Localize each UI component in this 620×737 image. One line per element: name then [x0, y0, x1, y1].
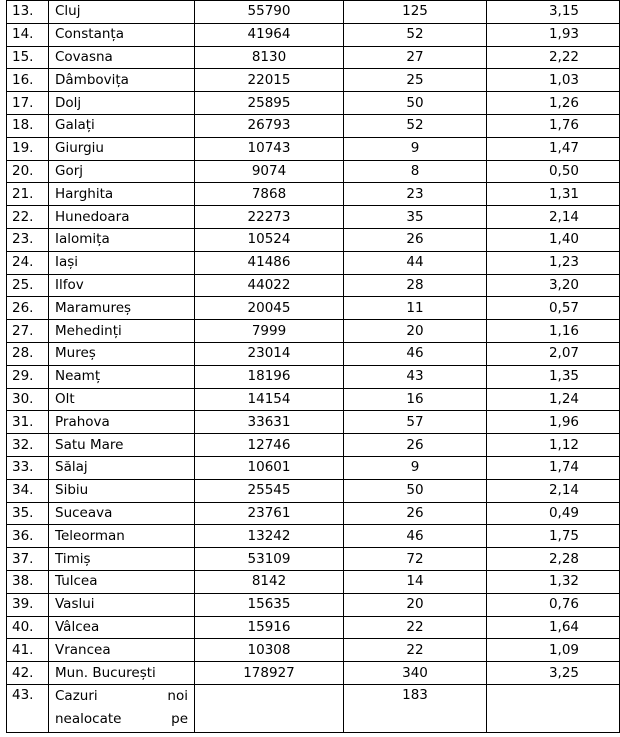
population-cell: 25545	[195, 479, 344, 502]
cases-cell: 125	[344, 1, 487, 24]
cases-cell: 52	[344, 114, 487, 137]
county-name: Covasna	[49, 46, 195, 69]
row-number: 13.	[7, 1, 49, 24]
county-name: Neamț	[49, 365, 195, 388]
cases-cell: 26	[344, 502, 487, 525]
table-row	[7, 160, 620, 183]
row-number: 37.	[7, 548, 49, 571]
rate-cell: 1,09	[487, 639, 620, 662]
cases-cell: 26	[344, 228, 487, 251]
population-cell: 12746	[195, 434, 344, 457]
cases-cell: 23	[344, 183, 487, 206]
rate-cell: 1,03	[487, 69, 620, 92]
table-row	[7, 639, 620, 662]
cases-cell: 9	[344, 456, 487, 479]
table-row	[7, 479, 620, 502]
cases-cell: 52	[344, 23, 487, 46]
row-number: 17.	[7, 92, 49, 115]
row-number: 26.	[7, 297, 49, 320]
rate-cell: 1,12	[487, 434, 620, 457]
population-cell: 55790	[195, 1, 344, 24]
county-name: Sibiu	[49, 479, 195, 502]
row-number: 20.	[7, 160, 49, 183]
county-name: Cazuri noi nealocate pe	[49, 684, 195, 732]
population-cell: 14154	[195, 388, 344, 411]
row-number: 36.	[7, 525, 49, 548]
population-cell: 22015	[195, 69, 344, 92]
row-number: 42.	[7, 662, 49, 685]
table-row	[7, 548, 620, 571]
rate-cell: 1,31	[487, 183, 620, 206]
cases-cell: 50	[344, 92, 487, 115]
population-cell: 10743	[195, 137, 344, 160]
county-name: Ialomița	[49, 228, 195, 251]
row-number: 34.	[7, 479, 49, 502]
cases-cell: 183	[344, 684, 487, 732]
table-row	[7, 183, 620, 206]
cases-cell: 35	[344, 206, 487, 229]
rate-cell: 1,26	[487, 92, 620, 115]
rate-cell: 1,75	[487, 525, 620, 548]
county-name: Vaslui	[49, 593, 195, 616]
cases-cell: 26	[344, 434, 487, 457]
row-number: 18.	[7, 114, 49, 137]
cases-cell: 27	[344, 46, 487, 69]
county-name: Teleorman	[49, 525, 195, 548]
county-name: Gorj	[49, 160, 195, 183]
rate-cell: 1,64	[487, 616, 620, 639]
rate-cell: 0,57	[487, 297, 620, 320]
population-cell: 22273	[195, 206, 344, 229]
table-row	[7, 251, 620, 274]
table-row-unallocated	[7, 684, 620, 732]
county-name: Harghita	[49, 183, 195, 206]
rate-cell: 2,22	[487, 46, 620, 69]
cases-cell: 20	[344, 593, 487, 616]
row-number: 15.	[7, 46, 49, 69]
row-number: 32.	[7, 434, 49, 457]
row-number: 29.	[7, 365, 49, 388]
row-number: 43.	[7, 684, 49, 732]
county-name: Vrancea	[49, 639, 195, 662]
county-name: Vâlcea	[49, 616, 195, 639]
rate-cell: 1,74	[487, 456, 620, 479]
table-row	[7, 1, 620, 24]
row-number: 27.	[7, 320, 49, 343]
table-body	[7, 1, 620, 733]
population-cell: 10601	[195, 456, 344, 479]
county-name: Satu Mare	[49, 434, 195, 457]
population-cell: 18196	[195, 365, 344, 388]
rate-cell: 1,93	[487, 23, 620, 46]
county-name: Maramureș	[49, 297, 195, 320]
table-row	[7, 69, 620, 92]
table-row	[7, 593, 620, 616]
population-cell: 26793	[195, 114, 344, 137]
rate-cell: 1,35	[487, 365, 620, 388]
population-cell: 15635	[195, 593, 344, 616]
row-number: 41.	[7, 639, 49, 662]
table-row	[7, 46, 620, 69]
row-number: 23.	[7, 228, 49, 251]
row-number: 22.	[7, 206, 49, 229]
table-row	[7, 388, 620, 411]
rate-cell: 3,25	[487, 662, 620, 685]
population-cell: 7999	[195, 320, 344, 343]
cases-cell: 20	[344, 320, 487, 343]
row-number: 33.	[7, 456, 49, 479]
county-name: Ilfov	[49, 274, 195, 297]
county-name: Suceava	[49, 502, 195, 525]
cases-cell: 16	[344, 388, 487, 411]
population-cell: 9074	[195, 160, 344, 183]
cases-cell: 22	[344, 616, 487, 639]
population-cell: 23761	[195, 502, 344, 525]
table-row	[7, 274, 620, 297]
county-name: Cluj	[49, 1, 195, 24]
table-row	[7, 616, 620, 639]
row-number: 38.	[7, 570, 49, 593]
rate-cell: 3,15	[487, 1, 620, 24]
population-cell: 33631	[195, 411, 344, 434]
population-cell: 10308	[195, 639, 344, 662]
table-row	[7, 297, 620, 320]
county-name: Giurgiu	[49, 137, 195, 160]
row-number: 35.	[7, 502, 49, 525]
population-cell: 25895	[195, 92, 344, 115]
row-number: 19.	[7, 137, 49, 160]
table-row	[7, 525, 620, 548]
population-cell	[195, 684, 344, 732]
table-row	[7, 342, 620, 365]
population-cell: 41486	[195, 251, 344, 274]
county-name: Tulcea	[49, 570, 195, 593]
cases-cell: 8	[344, 160, 487, 183]
rate-cell	[487, 684, 620, 732]
county-name: Timiș	[49, 548, 195, 571]
population-cell: 7868	[195, 183, 344, 206]
table-row	[7, 365, 620, 388]
table-row	[7, 456, 620, 479]
county-name: Sălaj	[49, 456, 195, 479]
county-name: Constanța	[49, 23, 195, 46]
rate-cell: 2,28	[487, 548, 620, 571]
table-row	[7, 662, 620, 685]
rate-cell: 0,76	[487, 593, 620, 616]
population-cell: 20045	[195, 297, 344, 320]
table-row	[7, 434, 620, 457]
table-row	[7, 570, 620, 593]
table-row	[7, 137, 620, 160]
population-cell: 13242	[195, 525, 344, 548]
population-cell: 8142	[195, 570, 344, 593]
row-number: 21.	[7, 183, 49, 206]
county-name: Olt	[49, 388, 195, 411]
county-name: Galați	[49, 114, 195, 137]
cases-cell: 46	[344, 525, 487, 548]
population-cell: 10524	[195, 228, 344, 251]
row-number: 14.	[7, 23, 49, 46]
population-cell: 44022	[195, 274, 344, 297]
county-name: Hunedoara	[49, 206, 195, 229]
table-row	[7, 502, 620, 525]
table-row	[7, 320, 620, 343]
rate-cell: 2,14	[487, 206, 620, 229]
population-cell: 23014	[195, 342, 344, 365]
table-row	[7, 206, 620, 229]
rate-cell: 1,47	[487, 137, 620, 160]
rate-cell: 1,16	[487, 320, 620, 343]
rate-cell: 0,49	[487, 502, 620, 525]
county-name: Iași	[49, 251, 195, 274]
rate-cell: 1,40	[487, 228, 620, 251]
cases-cell: 57	[344, 411, 487, 434]
cases-cell: 46	[344, 342, 487, 365]
row-number: 40.	[7, 616, 49, 639]
cases-cell: 11	[344, 297, 487, 320]
county-name: Prahova	[49, 411, 195, 434]
cases-cell: 14	[344, 570, 487, 593]
cases-cell: 43	[344, 365, 487, 388]
cases-cell: 340	[344, 662, 487, 685]
rate-cell: 1,24	[487, 388, 620, 411]
population-cell: 8130	[195, 46, 344, 69]
cases-cell: 72	[344, 548, 487, 571]
row-number: 39.	[7, 593, 49, 616]
row-number: 31.	[7, 411, 49, 434]
table-row	[7, 23, 620, 46]
cases-cell: 9	[344, 137, 487, 160]
row-number: 28.	[7, 342, 49, 365]
population-cell: 178927	[195, 662, 344, 685]
cases-cell: 44	[344, 251, 487, 274]
cases-cell: 50	[344, 479, 487, 502]
population-cell: 53109	[195, 548, 344, 571]
population-cell: 15916	[195, 616, 344, 639]
rate-cell: 1,32	[487, 570, 620, 593]
rate-cell: 1,23	[487, 251, 620, 274]
table-row	[7, 411, 620, 434]
cases-cell: 25	[344, 69, 487, 92]
rate-cell: 3,20	[487, 274, 620, 297]
table-row	[7, 92, 620, 115]
row-number: 24.	[7, 251, 49, 274]
table-row	[7, 114, 620, 137]
county-name: Mehedinți	[49, 320, 195, 343]
county-cases-table	[6, 0, 620, 733]
county-name: Mun. București	[49, 662, 195, 685]
county-name: Dâmbovița	[49, 69, 195, 92]
row-number: 30.	[7, 388, 49, 411]
population-cell: 41964	[195, 23, 344, 46]
county-name: Mureș	[49, 342, 195, 365]
county-name: Dolj	[49, 92, 195, 115]
row-number: 16.	[7, 69, 49, 92]
row-number: 25.	[7, 274, 49, 297]
rate-cell: 2,07	[487, 342, 620, 365]
cases-cell: 22	[344, 639, 487, 662]
rate-cell: 2,14	[487, 479, 620, 502]
rate-cell: 1,76	[487, 114, 620, 137]
rate-cell: 0,50	[487, 160, 620, 183]
cases-cell: 28	[344, 274, 487, 297]
rate-cell: 1,96	[487, 411, 620, 434]
table-row	[7, 228, 620, 251]
